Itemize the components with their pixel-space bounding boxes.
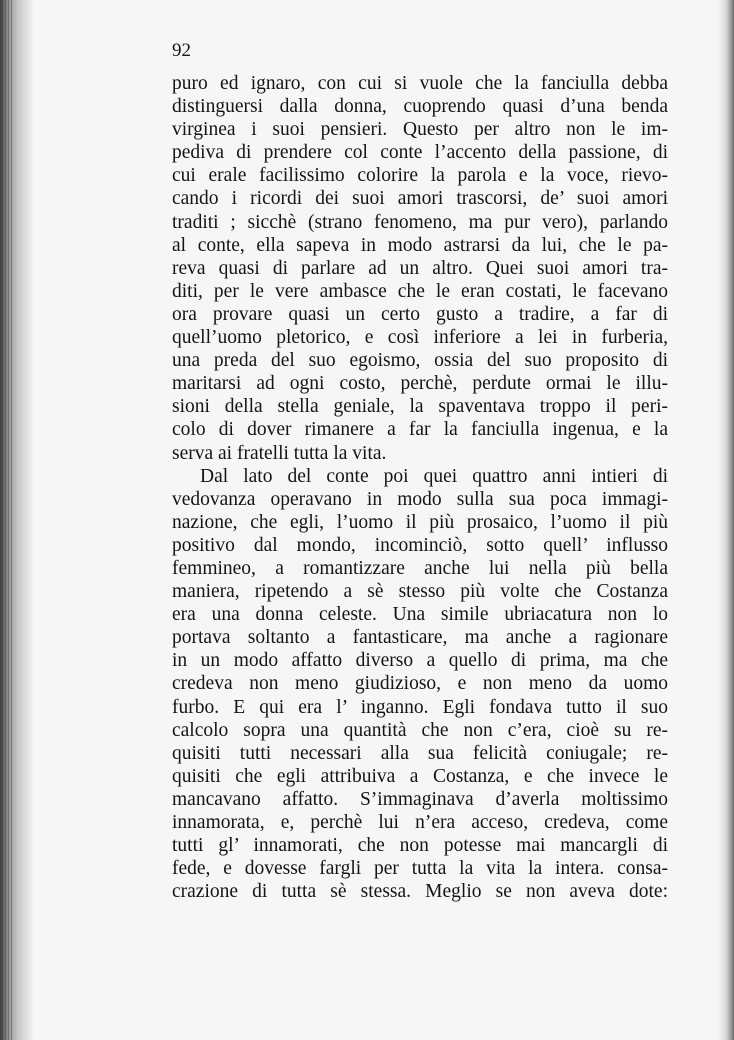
text-line: innamorata, e, perchè lui n’era acceso, credeva, come <box>172 812 668 833</box>
text-line: femmineo, a romantizzare anche lui nella più bella <box>172 557 668 579</box>
text-line: Dal lato del conte poi quei quattro anni intieri di <box>200 465 668 487</box>
page-number: 92 <box>172 40 191 61</box>
text-line: furbo. E qui era l’ inganno. Egli fondava tutto il suo <box>172 696 668 718</box>
page-right-edge <box>718 0 734 1040</box>
text-line: in un modo affatto diverso a quello di prima, ma che <box>172 650 668 672</box>
text-line: era una donna celeste. Una simile ubriacatura non lo <box>172 604 668 626</box>
binding-edge <box>2 0 12 1040</box>
text-line: serva ai fratelli tutta la vita. <box>172 442 387 464</box>
text-line: colo di dover rimanere a far la fanciulla ingenua, e la <box>172 419 668 441</box>
text-line: al conte, ella sapeva in modo astrarsi da lui, che le pa- <box>172 234 668 256</box>
text-line: quisiti tutti necessari alla sua felicità coniugale; re- <box>172 742 668 764</box>
text-line: traditi ; sicchè (strano fenomeno, ma pur vero), parlando <box>172 211 668 233</box>
text-line: tutti gl’ innamorati, che non potesse mai mancargli di <box>172 835 668 857</box>
body-text <box>172 72 668 903</box>
text-line: calcolo sopra una quantità che non c’era, cioè su re- <box>172 719 668 741</box>
text-line: reva quasi di parlare ad un altro. Quei suoi amori tra- <box>172 257 668 279</box>
text-line: vedovanza operavano in modo sulla sua poca immagi- <box>172 488 668 510</box>
text-line: distinguersi dalla donna, cuoprendo quasi d’una benda <box>172 96 668 118</box>
text-line: una preda del suo egoismo, ossia del suo proposito di <box>172 350 668 372</box>
text-line: puro ed ignaro, con cui si vuole che la fanciulla debba <box>172 73 668 94</box>
text-line: maniera, ripetendo a sè stesso più volte che Costanza <box>172 581 668 603</box>
text-line: pediva di prendere col conte l’accento della passione, di <box>172 142 668 164</box>
text-line: mancavano affatto. S’immaginava d’averla moltissimo <box>172 788 668 810</box>
text-line: quisiti che egli attribuiva a Costanza, e che invece le <box>172 765 668 787</box>
text-line: diti, per le vere ambasce che le eran costati, le facevano <box>172 280 668 302</box>
text-line: cui erale facilissimo colorire la parola e la voce, rievo- <box>172 165 668 187</box>
text-line: cando i ricordi dei suoi amori trascorsi, de’ suoi amori <box>172 188 668 210</box>
text-line: maritarsi ad ogni costo, perchè, perdute ormai le illu- <box>172 373 668 395</box>
text-line: portava soltanto a fantasticare, ma anche a ragionare <box>172 627 668 649</box>
text-line: credeva non meno giudizioso, e non meno da uomo <box>172 673 668 695</box>
text-line: crazione di tutta sè stessa. Meglio se non aveva dote: <box>172 881 668 903</box>
text-line: sioni della stella geniale, la spaventava troppo il peri- <box>172 396 668 418</box>
text-line: quell’uomo pletorico, e così inferiore a lei in furberia, <box>172 327 668 349</box>
text-line: ora provare quasi un certo gusto a tradire, a far di <box>172 303 668 325</box>
text-line: positivo dal mondo, incominciò, sotto quell’ influsso <box>172 534 668 556</box>
text-line: nazione, che egli, l’uomo il più prosaico, l’uomo il più <box>172 511 668 533</box>
text-line: virginea i suoi pensieri. Questo per altro non le im- <box>172 119 668 141</box>
text-line: fede, e dovesse fargli per tutta la vita la intera. consa- <box>172 858 668 880</box>
